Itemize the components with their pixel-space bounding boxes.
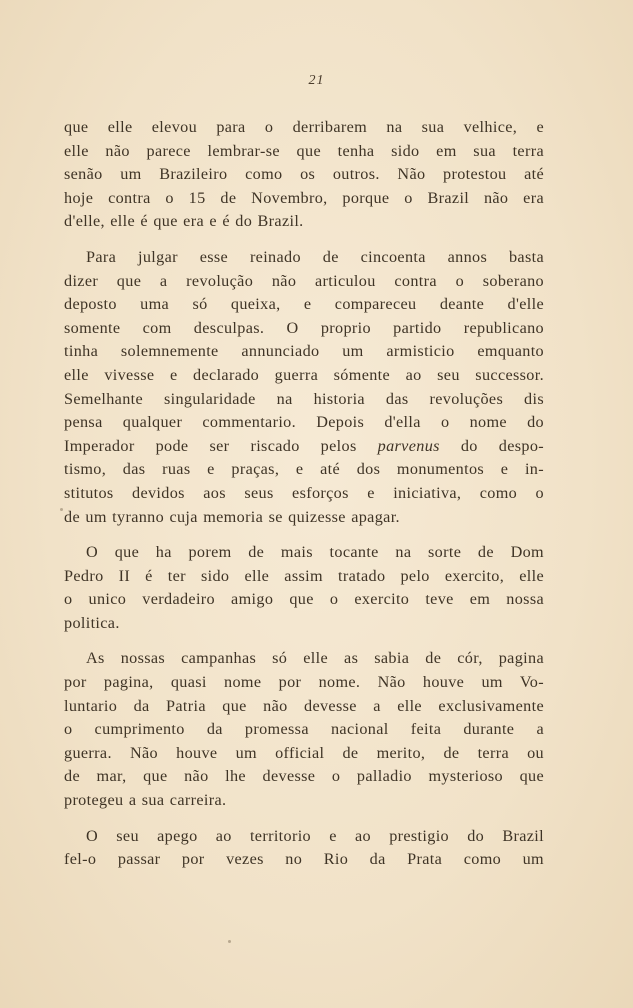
italic-word: parvenus <box>377 436 440 455</box>
text-line: luntario da Patria que não devesse a elle exclusivamente <box>64 696 544 715</box>
text-line: Para julgar esse reinado de cincoenta annos basta <box>86 247 544 266</box>
paragraph-4 <box>64 647 544 812</box>
paragraph-5 <box>64 825 544 872</box>
text-line: elle não parece lembrar-se que tenha sido em sua terra <box>64 141 544 160</box>
text-line: dizer que a revolução não articulou contra o soberano <box>64 271 544 290</box>
text-line: Imperador pode ser riscado pelos parvenus do despo- <box>64 436 545 455</box>
text-line: fel-o passar por vezes no Rio da Prata como um <box>64 850 544 869</box>
text-line: o unico verdadeiro amigo que o exercito teve em nossa <box>64 590 544 609</box>
text-line: As nossas campanhas só elle as sabia de cór, pagina <box>86 649 544 668</box>
text-line: Semelhante singularidade na historia das revoluções dis <box>64 389 544 408</box>
text-line: tinha solemnemente annunciado um armisticio emquanto <box>64 342 544 361</box>
text-line: de um tyranno cuja memoria se quizesse apagar. <box>64 507 400 526</box>
text-line: O que ha porem de mais tocante na sorte de Dom <box>86 543 544 562</box>
text-line: Pedro II é ter sido elle assim tratado pelo exercito, elle <box>64 566 544 585</box>
paragraph-3 <box>64 541 544 635</box>
text-line: o cumprimento da promessa nacional feita durante a <box>64 720 544 739</box>
text-line: pensa qualquer commentario. Depois d'ella o nome do <box>64 413 544 432</box>
text-line: stitutos devidos aos seus esforços e iniciativa, como o <box>64 483 544 502</box>
paper-speck <box>228 940 231 943</box>
paragraph-1 <box>64 116 544 234</box>
paper-speck <box>60 508 63 511</box>
page-number: 21 <box>308 73 325 88</box>
page-text <box>64 116 544 884</box>
text-line: deposto uma só queixa, e compareceu deante d'elle <box>64 295 544 314</box>
text-line: politica. <box>64 613 120 632</box>
text-line: senão um Brazileiro como os outros. Não protestou até <box>64 165 544 184</box>
text-line: tismo, das ruas e praças, e até dos monumentos e in- <box>64 460 544 479</box>
text-line: guerra. Não houve um official de merito, de terra ou <box>64 743 544 762</box>
text-line: de mar, que não lhe devesse o palladio mysterioso que <box>64 767 544 786</box>
paragraph-2 <box>64 246 544 529</box>
text-line: que elle elevou para o derribarem na sua velhice, e <box>64 118 544 136</box>
text-line: elle vivesse e declarado guerra sómente ao seu successor. <box>64 365 544 384</box>
text-line: hoje contra o 15 de Novembro, porque o Brazil não era <box>64 188 544 207</box>
text-line: por pagina, quasi nome por nome. Não houve um Vo- <box>64 673 544 692</box>
text-line: somente com desculpas. O proprio partido republicano <box>64 318 544 337</box>
text-line: d'elle, elle é que era e é do Brazil. <box>64 212 304 231</box>
text-line: O seu apego ao territorio e ao prestigio do Brazil <box>86 826 544 845</box>
text-line: protegeu a sua carreira. <box>64 791 227 810</box>
